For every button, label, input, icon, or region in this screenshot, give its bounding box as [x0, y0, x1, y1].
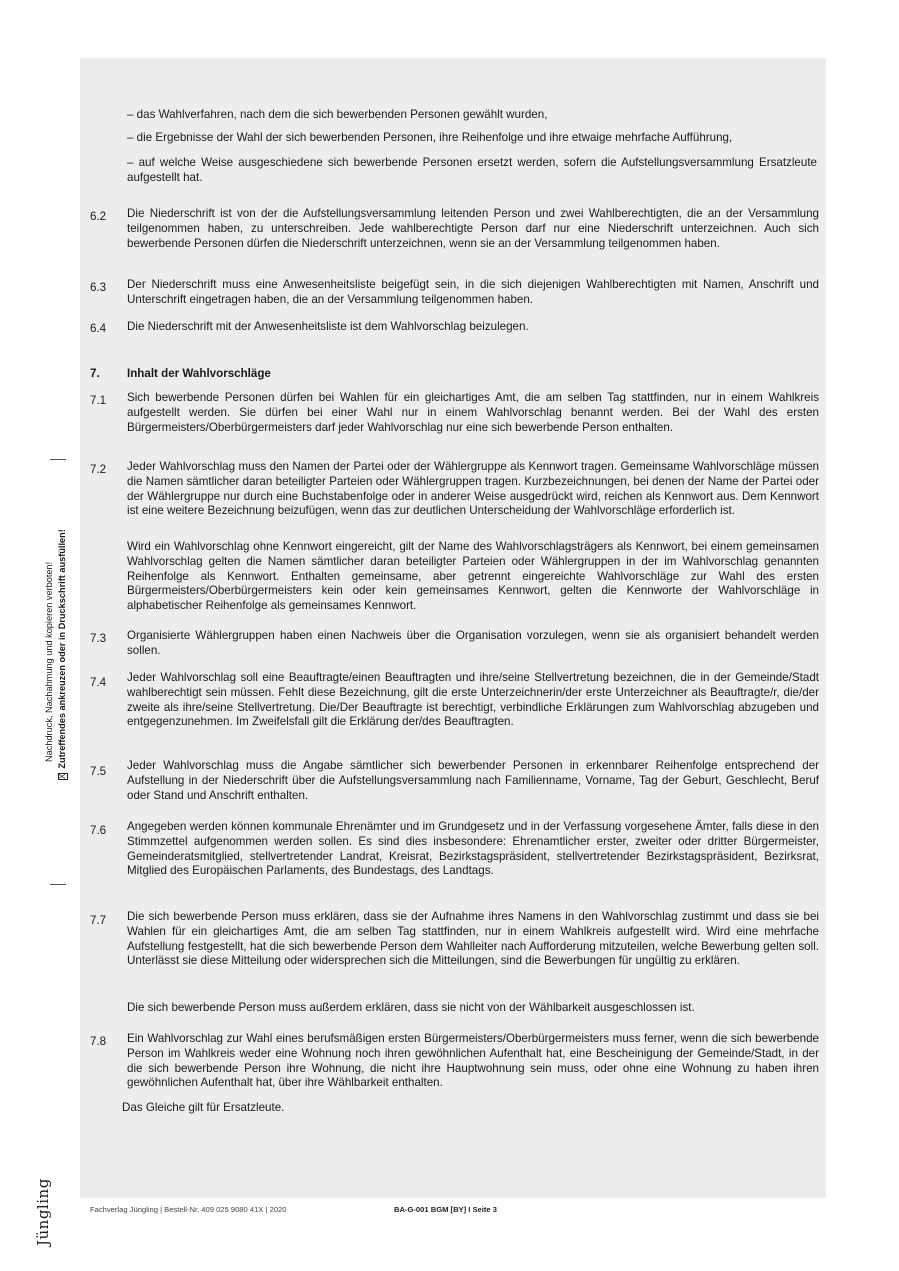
section-7-8-text: Ein Wahlvorschlag zur Wahl eines berufsmäßigen ersten Bürgermeisters/Oberbürgermeisters muss ferner, wenn die sich bewerbende Person im Wahlkreis weder eine Wohnung noch ihren gewöhnlichen Aufenthalt hat, eine Bescheinigung der Gemeinde/Stadt, in der die sich bewerbende Person ihre Wohnung, die nicht ihre Hauptwohnung sein muss, oder ohne eine Wohnung zu haben ihren gewöhnlichen Aufenthalt hat, über ihre Wählbarkeit enthalten. [127, 1032, 819, 1090]
section-6-4-text: Die Niederschrift mit der Anwesenheitsliste ist dem Wahlvorschlag beizulegen. [127, 320, 529, 333]
footer-publisher-info: Fachverlag Jüngling | Bestell-Nr. 409 025 9080 41X | 2020 [90, 1205, 287, 1214]
bullet-replacement-text: – auf welche Weise ausgeschiedene sich bewerbende Personen ersetzt werden, sofern die Aufstellungsversammlung Ersatzleute aufgestellt hat. [127, 156, 817, 184]
section-7-2-text: Jeder Wahlvorschlag muss den Namen der Partei oder der Wählergruppe als Kennwort tragen. Gemeinsame Wahlvorschläge müssen die Namen sämtlicher daran beteiligter Parteien oder Wählergruppen tragen. Kurzbezeichnungen, bei denen der Name der Partei oder der Wählergruppe nur durch eine Buchstabenfolge oder in anderer Weise ausgedrückt wird, reichen als Kennwort aus. Dem Kennwort ist eine weitere Bezeichnung beizufügen, wenn das zur deutlichen Unterscheidung der Wahlvorschläge erforderlich ist. [127, 460, 819, 518]
section-6-2-text: Die Niederschrift ist von der die Aufstellungsversammlung leitenden Person und zwei Wahlberechtigten, die an der Versammlung teilgenommen haben, zu unterschreiben. Jede wahlberechtigte Person darf nur eine Niederschrift unterzeichnen. Auch sich bewerbende Personen dürfen die Niederschrift unterzeichnen, wenn sie an der Versammlung teilgenommen haben. [127, 207, 819, 250]
section-6-3-text: Der Niederschrift muss eine Anwesenheitsliste beigefügt sein, in die sich diejenigen Wahlberechtigten mit Namen, Anschrift und Unterschrift eingetragen haben, die an der Versammlung teilgenommen haben. [127, 278, 819, 306]
section-number-6-3: 6.3 [90, 281, 107, 294]
margin-notes [44, 529, 74, 780]
fold-mark-bottom [50, 884, 66, 885]
section-number-7-7: 7.7 [90, 914, 107, 927]
publisher-logo [34, 1178, 58, 1250]
bullet-election-results: – die Ergebnisse der Wahl der sich bewerbenden Personen, ihre Reihenfolge und ihre etwaige mehrfache Aufführung, [127, 131, 733, 144]
fold-mark-top [50, 459, 66, 460]
footer-page-reference: BA-G-001 BGM [BY] I Seite 3 [394, 1205, 497, 1214]
section-7-4-text: Jeder Wahlvorschlag soll eine Beauftragte/einen Beauftragten und ihre/seine Stellvertretung bezeichnen, die in der Gemeinde/Stadt wahlberechtigt sein müssen. Fehlt diese Bezeichnung, gilt die erste Unterzeichnerin/der erste Unterzeichner als Beauftragte/r, die/der zweite als ihre/seine Stellvertretung. Die/Der Beauftragte ist berechtigt, verbindliche Erklärungen zum Wahlvorschlag abzugeben und entgegenzunehmen. Im Zweifelsfall gilt die Erklärung der/des Beauftragten. [127, 671, 819, 729]
publisher-logo-text: Jüngling [34, 1178, 52, 1246]
section-7-1-text: Sich bewerbende Personen dürfen bei Wahlen für ein gleichartiges Amt, die am selben Tag stattfinden, nur in einem Wahlkreis aufgestellt werden. Sie dürfen bei einer Wahl nur in einem Wahlvorschlag benannt werden. Bei der Wahl des ersten Bürgermeisters/Oberbürgermeisters darf jeder Wahlvorschlag nur eine sich bewerbende Person enthalten. [127, 391, 819, 434]
section-7-6-text: Angegeben werden können kommunale Ehrenämter und im Grundgesetz und in der Verfassung vorgesehene Ämter, falls diese in den Stimmzettel aufgenommen werden sollen. Es sind dies insbesondere: Ehrenamtlicher erster, zweiter oder dritter Bürgermeister, Gemeinderatsmitglied, stellvertretender Landrat, Kreisrat, Bezirkstagspräsident, stellvertretender Bezirkstagspräsident, Bezirksrat, Mitglied des Europäischen Parlaments, des Bundestags, des Landtags. [127, 820, 819, 878]
section-number-7-6: 7.6 [90, 824, 107, 837]
margin-note-copyright [44, 540, 55, 780]
margin-note-instruction [57, 529, 68, 780]
section-7-3-text: Organisierte Wählergruppen haben einen Nachweis über die Organisation vorzulegen, wenn sie als organisiert behandelt werden sollen. [127, 629, 819, 657]
section-7-heading: Inhalt der Wahlvorschläge [127, 367, 271, 380]
section-number-7-4: 7.4 [90, 676, 107, 689]
section-number-6-2: 6.2 [90, 210, 107, 223]
section-7-7-paragraph-2: Die sich bewerbende Person muss außerdem erklären, dass sie nicht von der Wählbarkeit ausgeschlossen ist. [127, 1001, 695, 1014]
section-number-7-2: 7.2 [90, 463, 107, 476]
margin-notes-rotated [44, 529, 68, 780]
bullet-replacement [127, 156, 817, 186]
section-7-5-text: Jeder Wahlvorschlag muss die Angabe sämtlicher sich bewerbender Personen in erkennbarer Reihenfolge entsprechend der Aufstellung in der Niederschrift über die Aufstellungsversammlung nach Familienname, Vorname, Tag der Geburt, Geschlecht, Beruf oder Stand und Anschrift enthalten. [127, 759, 819, 802]
section-number-7-3: 7.3 [90, 632, 107, 645]
section-7-2-paragraph-2: Wird ein Wahlvorschlag ohne Kennwort eingereicht, gilt der Name des Wahlvorschlagsträgers als Kennwort, bei einem gemeinsamen Wahlvorschlag gelten die Namen sämtlicher daran beteiligter Parteien oder Wählergruppen in der im Wahlvorschlag genannten Reihenfolge als Kennwort. Enthalten gemeinsame, aber getrennt eingereichte Wahlvorschläge zur Wahl des ersten Bürgermeisters/Oberbürgermeisters kein oder kein gemeinsames Kennwort, gelten die Kennworte der Wahlvorschläge in alphabetischer Reihenfolge als gemeinsames Kennwort. [127, 540, 819, 613]
section-number-7-8: 7.8 [90, 1035, 107, 1048]
section-number-6-4: 6.4 [90, 322, 107, 335]
section-number-7: 7. [90, 367, 100, 380]
section-number-7-5: 7.5 [90, 765, 107, 778]
checkbox-icon: X [57, 773, 67, 779]
section-7-7-text: Die sich bewerbende Person muss erklären, dass sie der Aufnahme ihres Namens in den Wahlvorschlag zustimmt und dass sie bei Wahlen für ein gleichartiges Amt, die am selben Tag stattfinden, nur in einem Wahlkreis aufgestellt wird. Wird eine mehrfache Aufstellung festgestellt, hat die sich bewerbende Person dem Wahlleiter nach Aufforderung mitzuteilen, welche Bewerbung gelten soll. Unterlässt sie diese Mitteilung oder widersprechen sich die Mitteilungen, sind die Bewerbungen für ungültig zu erklären. [127, 910, 819, 968]
margin-note-instruction-text: Zutreffendes ankreuzen oder in Druckschrift ausfüllen! [57, 529, 67, 769]
margin-note-copyright-text: Nachdruck, Nachahmung und kopieren verboten! [44, 561, 54, 762]
section-number-7-1: 7.1 [90, 394, 107, 407]
section-7-8-paragraph-2: Das Gleiche gilt für Ersatzleute. [122, 1101, 285, 1114]
bullet-voting-procedure: – das Wahlverfahren, nach dem die sich bewerbenden Personen gewählt wurden, [127, 108, 548, 121]
